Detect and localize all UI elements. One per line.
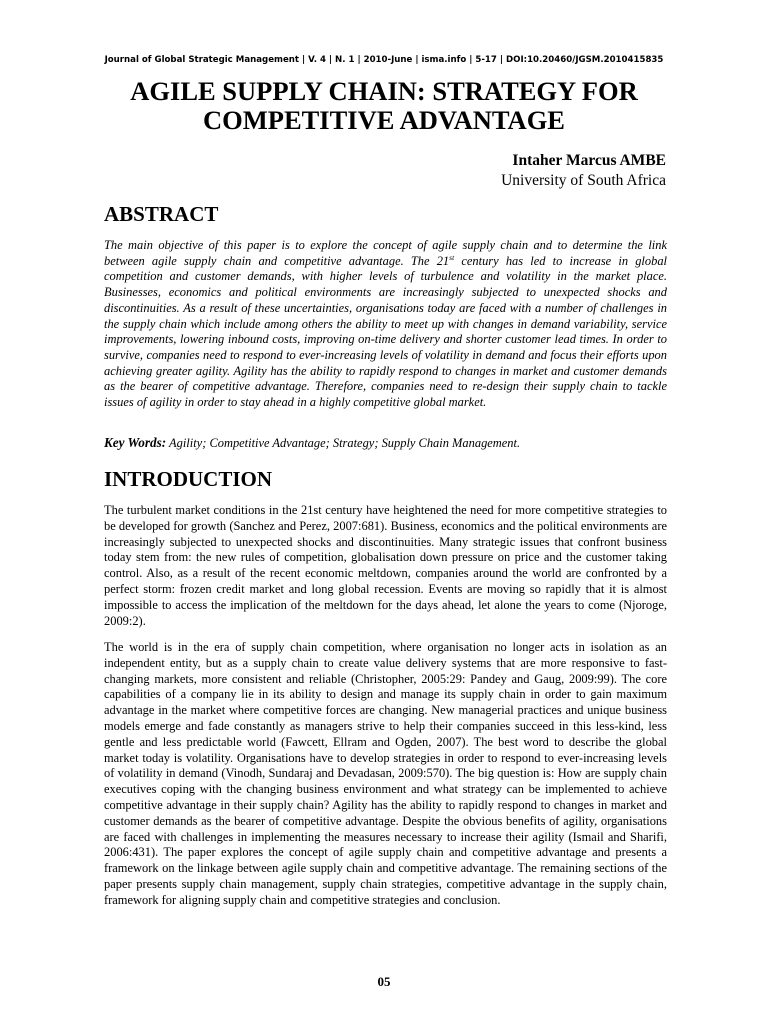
keywords-text: Agility; Competitive Advantage; Strategy; Supply Chain Management.: [166, 436, 521, 450]
keywords-line: [104, 435, 667, 451]
abstract-text-part-2: century has led to increase in global competition and customer demands, with higher levels of turbulence and volatility in the market place. Businesses, economics and political environments are increasingly subjected to unexpected shocks and discontinuities. As a result of these uncertainties, organisations today are faced with a number of challenges in the supply chain which include among others the ability to meet up with changes in demand variability, service improvements, lowering inbound costs, improving on-time delivery and shorter customer lead times. In order to survive, companies need to respond to ever-increasing levels of volatility in demand and focus their efforts upon achieving greater agility. Agility has the ability to rapidly respond to changes in market and customer demands as the bearer of competitive advantage. Therefore, companies need to re-design their supply chain to tackle issues of agility in order to stay ahead in a highly competitive global market.: [104, 253, 667, 410]
abstract-superscript: st: [449, 252, 455, 262]
introduction-paragraph-1: The turbulent market conditions in the 21st century have heightened the need for more competitive strategies to be developed for growth (Sanchez and Perez, 2007:681). Business, economics and the political environments are increasingly subjected to unexpected shocks and discontinuities. Many strategic issues that confront business today stem from: the new rules of competition, globalisation down pressure on price and the customer taking control. Also, as a result of the recent economic meltdown, companies around the world are confronted by a perfect storm: frozen credit market and long global recession. Events are moving so rapidly that it is almost impossible to access the implication of the meltdown for the days ahead, let alone the years to come (Njoroge, 2009:2).: [104, 503, 667, 628]
page-number: 05: [377, 974, 391, 989]
paper-title: AGILE SUPPLY CHAIN: STRATEGY FOR COMPETITIVE ADVANTAGE: [130, 76, 638, 135]
keywords-label: Key Words:: [104, 435, 167, 450]
author-block: [501, 151, 666, 191]
introduction-paragraph-2: The world is in the era of supply chain competition, where organisation no longer acts in isolation as an independent entity, but as a supply chain to create value delivery systems that are more responsive to fast-changing markets, more consistent and reliable (Christopher, 2005:29: Pandey and Gaug, 2009:99). The core capabilities of a company lie in its ability to design and manage its supply chain in order to gain maximum advantage in the market where competitive forces are changing. New managerial practices and unique business models emerge and fade constantly as managers strive to help their companies succeed in this less-kind, less gentle and less predictable world (Fawcett, Ellram and Ogden, 2007). The best word to describe the global market today is volatility. Organisations have to develop strategies in order to respond to ever-increasing levels of volatility in demand (Vinodh, Sundaraj and Devadasan, 2009:570). The big question is: How are supply chain executives coping with the changing business environment and what strategy can be implemented to achieve competitive advantage in their supply chain? Agility has the ability to rapidly respond to changes in market and customer demands as the bearer of competitive advantage. Despite the obvious benefits of agility, organisations are faced with challenges in implementing the measures necessary to increase their agility (Ismail and Sharifi, 2006:431). The paper explores the concept of agile supply chain and competitive advantage and presents a framework on the linkage between agile supply chain and competitive advantage. The remaining sections of the paper presents supply chain management, supply chain strategies, competitive advantage in the supply chain, framework for aligning supply chain and competitive strategies and conclusion.: [104, 640, 667, 907]
author-affiliation: University of South Africa: [501, 172, 666, 189]
journal-header: Journal of Global Strategic Management | V. 4 | N. 1 | 2010-June | isma.info | 5-17 | DOI:10.20460/JGSM.2010415835: [104, 55, 664, 65]
abstract-text-part-1: The main objective of this paper is to explore the concept of agile supply chain and to determine the link between agile supply chain and competitive advantage. The 21: [104, 238, 667, 268]
abstract-heading: ABSTRACT: [104, 202, 219, 226]
abstract-text: [104, 238, 667, 411]
introduction-heading: INTRODUCTION: [104, 467, 273, 491]
author-name: Intaher Marcus AMBE: [512, 152, 666, 169]
